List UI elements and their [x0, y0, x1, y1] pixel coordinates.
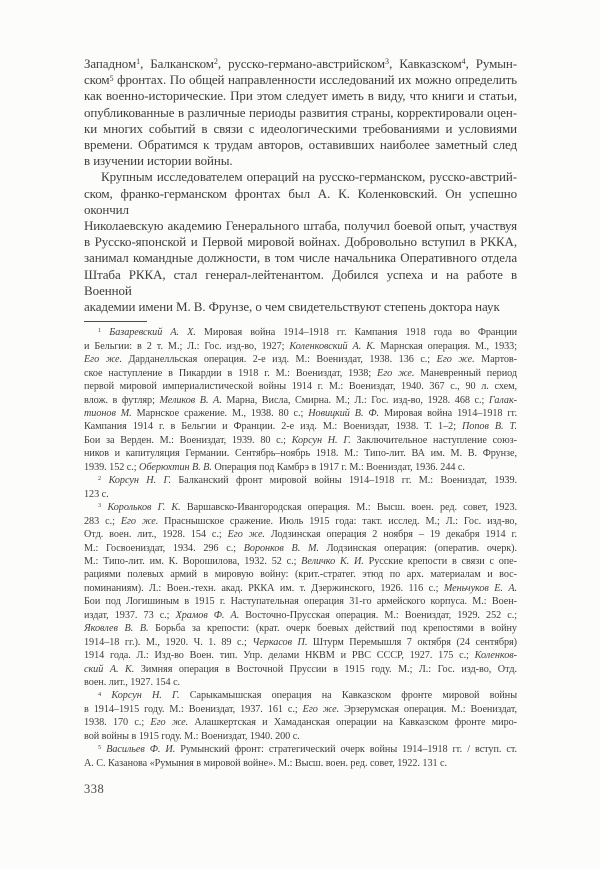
footnote-marker: 2	[213, 57, 218, 67]
text-run: поминаниям). Л.: Воен.-техн. акад. РККА им. т. Дзержинского, 1926. 116 с.;	[84, 582, 444, 594]
text-run: Васильев Ф. И.	[106, 744, 176, 756]
text-line	[84, 72, 517, 88]
text-run: 1914 года. Л.: Изд-во Воен. тип. Упр. делами НКВМ и РВС СССР, 1927. 175 с.;	[84, 650, 475, 662]
text-run: Корсун Н. Г.	[108, 475, 171, 487]
text-run: Алашкертская и Хамаданская операции на Кавказском фронте миро-	[188, 717, 518, 729]
text-run: Борьба за крепости: (крат. очерк боевых действий под крепостями в войну	[148, 623, 517, 635]
text-run: Маневренный период	[414, 367, 518, 379]
text-run: , русско-германо-австрийском	[217, 56, 386, 71]
text-run: Балканский фронт мировой войны 1914–1918 гг. М.: Воениздат, 1939.	[170, 475, 517, 487]
text-run: Румынский фронт: стратегический очерк войны 1914–1918 гг. / вступ. ст.	[175, 744, 518, 756]
text-run: Воронков В. М.	[243, 542, 319, 554]
text-run: воен. лит., 1927. 154 с.	[84, 677, 181, 689]
text-run: ском	[84, 72, 110, 88]
text-run: Коленковский А. К.	[289, 340, 376, 352]
text-run: М.: Типо-лит. им. К. Ворошилова, 1932. 52 с.;	[84, 555, 302, 567]
text-run: Мартов-	[474, 354, 517, 366]
paragraph	[84, 169, 517, 315]
text-run: Черкасов П.	[252, 636, 308, 648]
text-run: Эрзерумская операция. М.: Воениздат,	[339, 703, 517, 715]
text-run: опубликованные в различные периоды развития страны, корректировали оцен-	[84, 104, 517, 120]
text-line	[84, 528, 517, 541]
text-run: 1914–18 гг.). М., 1920. Ч. 1. 89 с.;	[84, 636, 253, 648]
text-line	[84, 137, 517, 153]
text-run: Кампания 1914 г. в Бельгии и Франции. 2-е изд. М.: Воениздат, 1938. Т. 1–2;	[84, 421, 462, 433]
text-run: Его же.	[84, 354, 122, 366]
text-line	[84, 56, 517, 72]
text-run: как военно-исторические. При этом следует иметь в виду, что книги и статьи,	[84, 88, 517, 104]
text-line	[84, 234, 517, 250]
text-run: Новицкий В. Ф.	[308, 407, 380, 419]
text-run: Заключительное наступление союз-	[350, 434, 517, 446]
text-run: 1939. 152 с.;	[84, 461, 140, 473]
text-line	[84, 461, 517, 474]
text-line	[84, 730, 517, 743]
text-run	[101, 475, 108, 486]
text-run: первой мировой империалистической войны 1914 г. М.: Воениздат, 1940. 367 с., 90 л. схем,	[84, 381, 517, 393]
text-run: Марнская операция. М., 1933;	[375, 340, 517, 352]
text-line	[84, 105, 517, 121]
body-text	[84, 56, 517, 315]
text-line	[84, 609, 517, 622]
text-run: Марнское сражение. М., 1938. 80 с.;	[131, 407, 309, 419]
text-run: Его же.	[302, 703, 340, 715]
text-run: , Румын-	[465, 56, 518, 71]
text-run: Коленков-	[474, 650, 517, 662]
text-run: Дарданелльская операция. 2-е изд. М.: Воениздат, 1938. 136 с.;	[121, 354, 437, 366]
text-run: А. С. Казанова «Румыния в мировой войне». М.: Высш. воен. ред. совет, 1922. 131 с.	[84, 757, 448, 769]
text-run: Попов В. Т.	[462, 421, 517, 433]
footnote-marker: 4	[98, 690, 102, 698]
text-line	[84, 434, 517, 447]
text-run: ки многих событий в связи с идеологическими требованиями и условиями	[84, 120, 517, 136]
text-run: Праснышское сражение. Июль 1915 года: такт. исслед. М.; Л.: Гос. изд-во,	[158, 515, 517, 527]
text-run: издат, 1937. 73 с.;	[84, 609, 176, 621]
footnote	[84, 326, 517, 474]
text-line	[84, 186, 517, 218]
text-run: Его же.	[377, 367, 415, 379]
text-line	[84, 88, 517, 104]
text-line	[84, 568, 517, 581]
text-line	[84, 716, 517, 729]
text-run: рациями полевых армий в мировую войну: (крит.-стратег. этюд по арх. материалам и вос-	[84, 569, 517, 581]
text-run: Восточно-Прусская операция. М.: Воениздат, 1929. 252 с.;	[239, 609, 518, 621]
footnote	[84, 474, 517, 501]
text-run: Яковлев В. В.	[84, 623, 149, 635]
text-run: Лодзинская операция 2 ноября – 19 декабря 1914 г.	[264, 529, 517, 541]
text-run: Николаевскую академию Генерального штаба, получил боевой опыт, участвуя	[84, 218, 517, 234]
text-run	[101, 690, 111, 701]
text-line	[84, 407, 517, 420]
footnote-marker: 5	[109, 73, 114, 83]
text-run: ников и капитуляция Германии. Сентябрь–ноябрь 1918. М.: Типо-лит. ВА им. М. В. Фрунзе,	[84, 448, 517, 460]
text-run: в изучении истории войны.	[84, 153, 233, 169]
text-run: , Кавказском	[389, 56, 462, 71]
text-run: Бои за Верден. М.: Воениздат, 1939. 80 с.;	[84, 434, 292, 446]
text-run: Мировая война 1914–1918 гг.	[379, 407, 517, 419]
page-number: 338	[84, 782, 105, 797]
text-run: Базаревский А. Х.	[109, 327, 196, 339]
text-run: Сарыкамышская операция на Кавказском фронте мировой войны	[179, 690, 517, 702]
text-line	[84, 394, 517, 407]
text-run: Меликов В. А.	[159, 394, 222, 406]
text-run: М.: Госвоениздат, 1934. 296 с.;	[84, 542, 244, 554]
footnote-marker: 5	[98, 744, 102, 752]
text-line	[84, 501, 517, 514]
text-line	[84, 380, 517, 393]
footnote-marker: 3	[385, 57, 390, 67]
text-line	[84, 676, 517, 689]
text-line	[84, 326, 517, 339]
text-run: Корсун Н. Г.	[111, 690, 180, 702]
text-run: влож. в футляр;	[84, 394, 160, 406]
text-line	[84, 757, 517, 770]
text-line	[84, 340, 517, 353]
text-run: , Балканском	[140, 56, 214, 71]
footnote-marker: 4	[461, 57, 466, 67]
text-run: Крупным исследователем операций на русско-германском, русско-австрий-	[101, 169, 517, 185]
text-line	[84, 515, 517, 528]
text-run: Лодзинская операция: (оператив. очерк).	[318, 542, 517, 554]
text-run: Бои под Логишиным в 1915 г. Наступательная операция 31-го армейского корпуса. М.: Воен-	[84, 596, 517, 608]
text-run: 123 с.	[84, 488, 109, 500]
text-run: Русские крепости в связи с опе-	[363, 555, 517, 567]
text-run: ский А. К.	[84, 663, 135, 675]
text-run: Штурм Перемышля 7 октября (24 сентября)	[307, 636, 517, 648]
text-run: 283 с.;	[84, 515, 121, 527]
text-line	[84, 447, 517, 460]
text-run: в Русско-японской и Первой мировой войнах. Добровольно вступил в РККА,	[84, 234, 517, 250]
footnote	[84, 689, 517, 743]
text-run: Западном	[84, 56, 137, 71]
footnote-marker: 1	[98, 327, 102, 335]
text-line	[84, 703, 517, 716]
footnote-marker: 1	[136, 57, 141, 67]
text-run: Оберюхтин В. В.	[139, 461, 212, 473]
text-line	[84, 121, 517, 137]
text-line	[84, 367, 517, 380]
text-line	[84, 218, 517, 234]
text-run: Зимняя операция в Восточной Пруссии в 1915 году. М.; Л.: Гос. изд-во, Отд.	[134, 663, 517, 675]
text-run: тионов М.	[84, 407, 132, 419]
text-run: Величко К. И.	[301, 555, 364, 567]
text-run: Его же.	[436, 354, 475, 366]
footnotes-section	[84, 326, 517, 770]
text-line	[84, 622, 517, 635]
text-run: Корольков Г. К.	[107, 502, 181, 514]
text-run: и Бельгии: в 2 т. М.; Л.: Гос. изд-во, 1927;	[84, 340, 290, 352]
text-line	[84, 649, 517, 662]
text-run: Его же.	[150, 717, 189, 729]
text-run: академии имени М. В. Фрунзе, о чем свидетельствуют степень доктора наук	[84, 299, 500, 315]
text-line	[84, 595, 517, 608]
text-line	[84, 582, 517, 595]
footnote	[84, 501, 517, 689]
footnote	[84, 743, 517, 770]
text-run: в 1914–1915 году. М.: Воениздат, 1937. 161 с.;	[84, 703, 303, 715]
footnote-marker: 3	[98, 502, 102, 510]
text-run: Мировая война 1914–1918 гг. Кампания 1918 года во Франции	[195, 327, 518, 339]
text-run: Меньчуков Е. А.	[443, 582, 517, 594]
text-line	[84, 153, 517, 169]
text-line	[84, 250, 517, 266]
text-run: ском, франко-германском фронтах был А. К. Коленковский. Он успешно окончил	[84, 185, 517, 217]
text-line	[84, 420, 517, 433]
text-line	[84, 555, 517, 568]
text-line	[84, 169, 517, 185]
text-line	[84, 299, 517, 315]
text-run: ское наступление в Пикардии в 1918 г. М.: Воениздат, 1938;	[84, 367, 378, 379]
text-line	[84, 353, 517, 366]
text-line	[84, 743, 517, 756]
text-run: Марна, Висла, Смирна. М.; Л.: Гос. изд-во, 1928. 468 с.;	[221, 394, 489, 406]
text-line	[84, 488, 517, 501]
text-line	[84, 689, 517, 702]
text-run: вой войны в 1915 году. М.: Воениздат, 1940. 200 с.	[84, 730, 300, 742]
footnote-separator	[84, 321, 147, 322]
text-run: Галак-	[488, 394, 518, 406]
text-run: фронтах. По общей направленности исследований их можно определить	[113, 72, 517, 88]
text-run: занимал командные должности, в том числе начальника Оперативного отдела	[84, 250, 517, 266]
text-line	[84, 663, 517, 676]
text-run: Его же.	[227, 529, 265, 541]
text-line	[84, 636, 517, 649]
text-run: Отд. воен. лит., 1928. 154 с.;	[84, 529, 228, 541]
footnote-marker: 2	[98, 475, 102, 483]
text-run: Храмов Ф. А.	[175, 609, 240, 621]
text-run: Варшавско-Ивангородская операция. М.: Высш. воен. ред. совет, 1923.	[180, 502, 518, 514]
text-run: 1938. 170 с.;	[84, 717, 151, 729]
text-run: Его же.	[120, 515, 159, 527]
text-line	[84, 542, 517, 555]
text-run: Штаба РККА, стал генерал-лейтенантом. Добился успеха и на работе в Военной	[84, 266, 517, 298]
paragraph	[84, 56, 517, 169]
text-line	[84, 267, 517, 299]
text-run: времени. Обратимся к трудам авторов, оставивших наиболее заметный след	[84, 137, 517, 153]
text-line	[84, 474, 517, 487]
text-run: Корсун Н. Г.	[291, 434, 351, 446]
text-run: Операция под Камбрэ в 1917 г. М.: Воениздат, 1936. 244 с.	[211, 461, 465, 473]
